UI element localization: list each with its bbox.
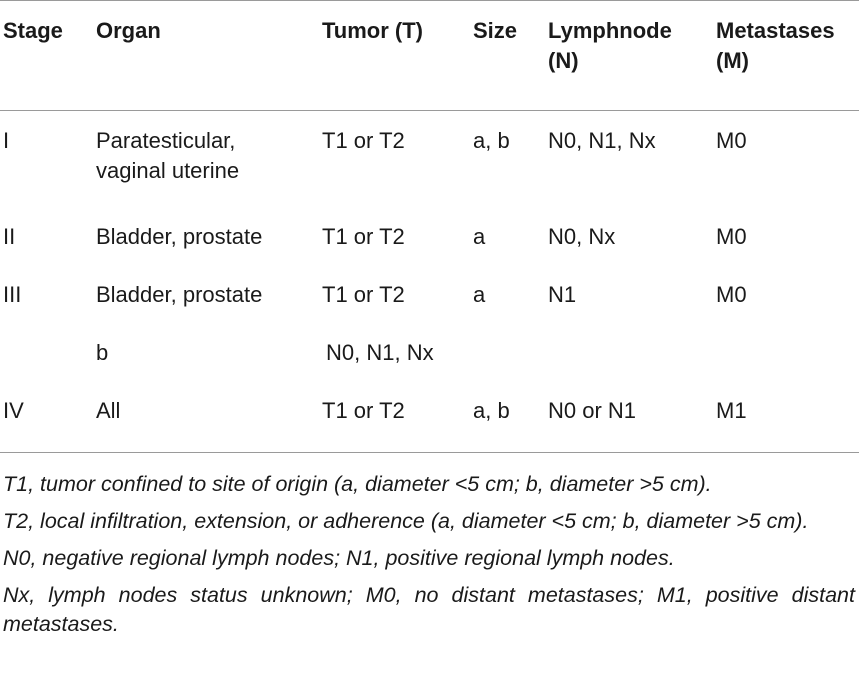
cell-lymphnode: N0, Nx [548, 224, 616, 249]
cell-organ-line1: Paratesticular, [96, 128, 236, 153]
table-row [0, 210, 859, 268]
cell-organ: All [96, 398, 121, 423]
header-metastases [716, 16, 835, 76]
header-tumor: Tumor (T) [322, 18, 424, 43]
cell-organ: b [96, 340, 109, 365]
cell-tumor: T1 or T2 [322, 398, 405, 423]
cell-stage: I [3, 128, 10, 153]
header-lymphnode-line1: Lymphnode [548, 18, 672, 43]
header-lymphnode [548, 16, 672, 76]
table-row [0, 110, 859, 210]
cell-organ [96, 126, 239, 186]
header-metastases-line2: (M) [716, 48, 749, 73]
footnote-nx-m0-m1: Nx, lymph nodes status unknown; M0, no distant metastases; M1, positive distant metastases. [3, 583, 855, 636]
cell-size: a, b [473, 398, 510, 423]
header-metastases-line1: Metastases [716, 18, 835, 43]
table-row [0, 268, 859, 326]
cell-metastases: M1 [716, 398, 747, 423]
table-footnotes [3, 470, 855, 647]
cell-size: a [473, 224, 486, 249]
cell-lymphnode: N0, N1, Nx [548, 128, 656, 153]
cell-tumor: T1 or T2 [322, 128, 405, 153]
table-row [0, 384, 859, 440]
bottom-rule [0, 452, 859, 453]
cell-organ: Bladder, prostate [96, 282, 263, 307]
cell-size: a, b [473, 128, 510, 153]
cell-stage: III [3, 282, 22, 307]
cell-size: a [473, 282, 486, 307]
cell-organ-line2: vaginal uterine [96, 158, 240, 183]
table-row [0, 326, 859, 384]
header-organ: Organ [96, 18, 161, 43]
cell-tumor: T1 or T2 [322, 224, 405, 249]
header-stage: Stage [3, 18, 63, 43]
cell-tumor: T1 or T2 [322, 282, 405, 307]
cell-metastases: M0 [716, 128, 747, 153]
table-header-row [0, 0, 859, 110]
header-size: Size [473, 18, 518, 43]
cell-lymphnode: N0 or N1 [548, 398, 637, 423]
cell-stage: IV [3, 398, 24, 423]
cell-lymphnode: N1 [548, 282, 577, 307]
cell-metastases: M0 [716, 282, 747, 307]
footnote-t2: T2, local infiltration, extension, or adherence (a, diameter <5 cm; b, diameter >5 cm). [3, 509, 809, 533]
header-lymphnode-line2: (N) [548, 48, 579, 73]
cell-organ: Bladder, prostate [96, 224, 263, 249]
cell-stage: II [3, 224, 16, 249]
cell-metastases: M0 [716, 224, 747, 249]
footnote-t1: T1, tumor confined to site of origin (a, diameter <5 cm; b, diameter >5 cm). [3, 472, 712, 496]
footnote-n0-n1: N0, negative regional lymph nodes; N1, positive regional lymph nodes. [3, 546, 675, 570]
cell-tumor: N0, N1, Nx [326, 340, 434, 365]
